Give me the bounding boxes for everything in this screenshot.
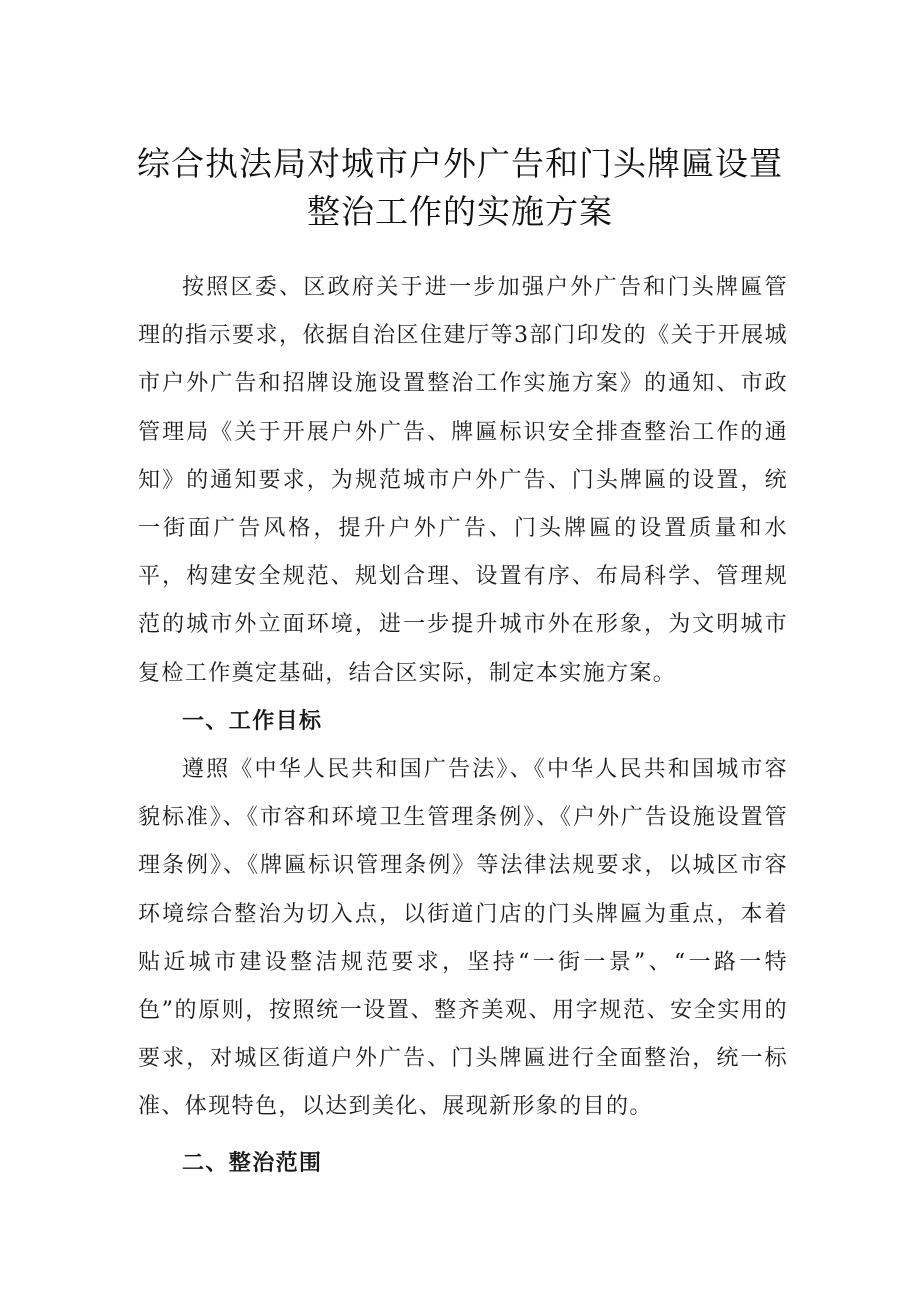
- document-title-line-2: 整治工作的实施方案: [307, 192, 613, 231]
- intro-paragraph: 按照区委、区政府关于进一步加强户外广告和门头牌匾管理的指示要求，依据自治区住建厅等3部门印发的《关于开展城市户外广告和招牌设施设置整治工作实施方案》的通知、市政管理局《关于开展户外广告、牌匾标识安全排查整治工作的通知》的通知要求，为规范城市户外广告、门头牌匾的设置，统一街面广告风格，提升户外广告、门头牌匾的设置质量和水平，构建安全规范、规划合理、设置有序、布局科学、管理规范的城市外立面环境，进一步提升城市外在形象，为文明城市复检工作奠定基础，结合区实际，制定本实施方案。: [138, 275, 788, 686]
- document-body: [138, 264, 788, 1188]
- document-title-line-1: 综合执法局对城市户外广告和门头牌匾设置: [137, 144, 783, 183]
- section-heading-scope: 二、整治范围: [182, 1150, 323, 1176]
- work-goals-paragraph: 遵照《中华人民共和国广告法》、《中华人民共和国城市容貌标准》、《市容和环境卫生管理条例》、《户外广告设施设置管理条例》、《牌匾标识管理条例》等法律法规要求，以城区市容环境综合整治为切入点，以街道门店的门头牌匾为重点，本着贴近城市建设整洁规范要求，坚持“一街一景”、“一路一特色”的原则，按照统一设置、整齐美观、用字规范、安全实用的要求，对城区街道户外广告、门头牌匾进行全面整治，统一标准、体现特色，以达到美化、展现新形象的目的。: [138, 757, 788, 1120]
- section-heading-work-goals: 一、工作目标: [182, 708, 323, 734]
